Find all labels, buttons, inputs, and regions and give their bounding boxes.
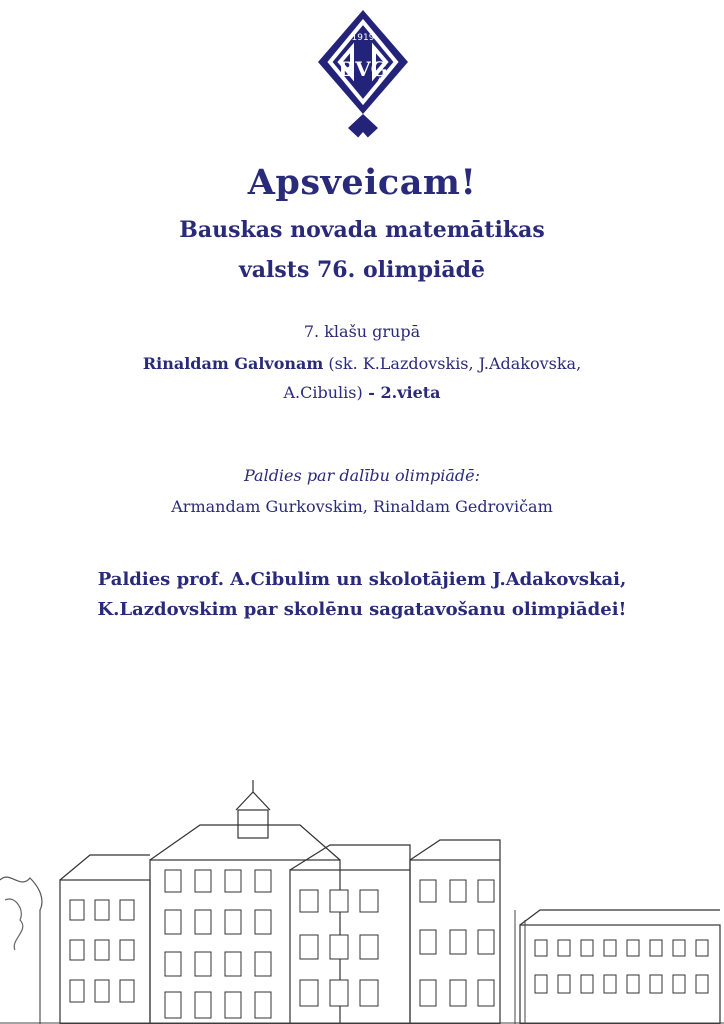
teacher-thanks-line-2: K.Lazdovskim par skolēnu sagatavošanu olimpiādei! — [97, 599, 627, 620]
teacher-thanks-line-1: Paldies prof. A.Cibulim un skolotājiem J.Adakovskai, — [97, 569, 627, 590]
page-title: Apsveicam! — [247, 162, 477, 203]
student-name: Rinaldam Galvonam — [142, 354, 324, 373]
result-line-1 — [0, 354, 724, 373]
group-label: 7. klašu grupā — [303, 322, 421, 341]
teachers-part-2: A.Cibulis) — [283, 383, 363, 402]
place-label: - 2.vieta — [362, 383, 441, 402]
subtitle-line-2: valsts 76. olimpiādē — [239, 257, 485, 283]
participation-label: Paldies par dalību olimpiādē: — [243, 466, 481, 485]
school-logo — [318, 10, 408, 160]
participant-names: Armandam Gurkovskim, Rinaldam Gedrovičam — [171, 497, 553, 516]
result-line-2 — [0, 383, 724, 402]
subtitle-line-1: Bauskas novada matemātikas — [179, 217, 545, 243]
logo-year: 1919 — [351, 33, 375, 43]
logo-letters: BVĢ — [338, 57, 388, 81]
school-building-illustration — [0, 770, 724, 1024]
teachers-part-1: (sk. K.Lazdovskis, J.Adakovska, — [323, 354, 582, 373]
